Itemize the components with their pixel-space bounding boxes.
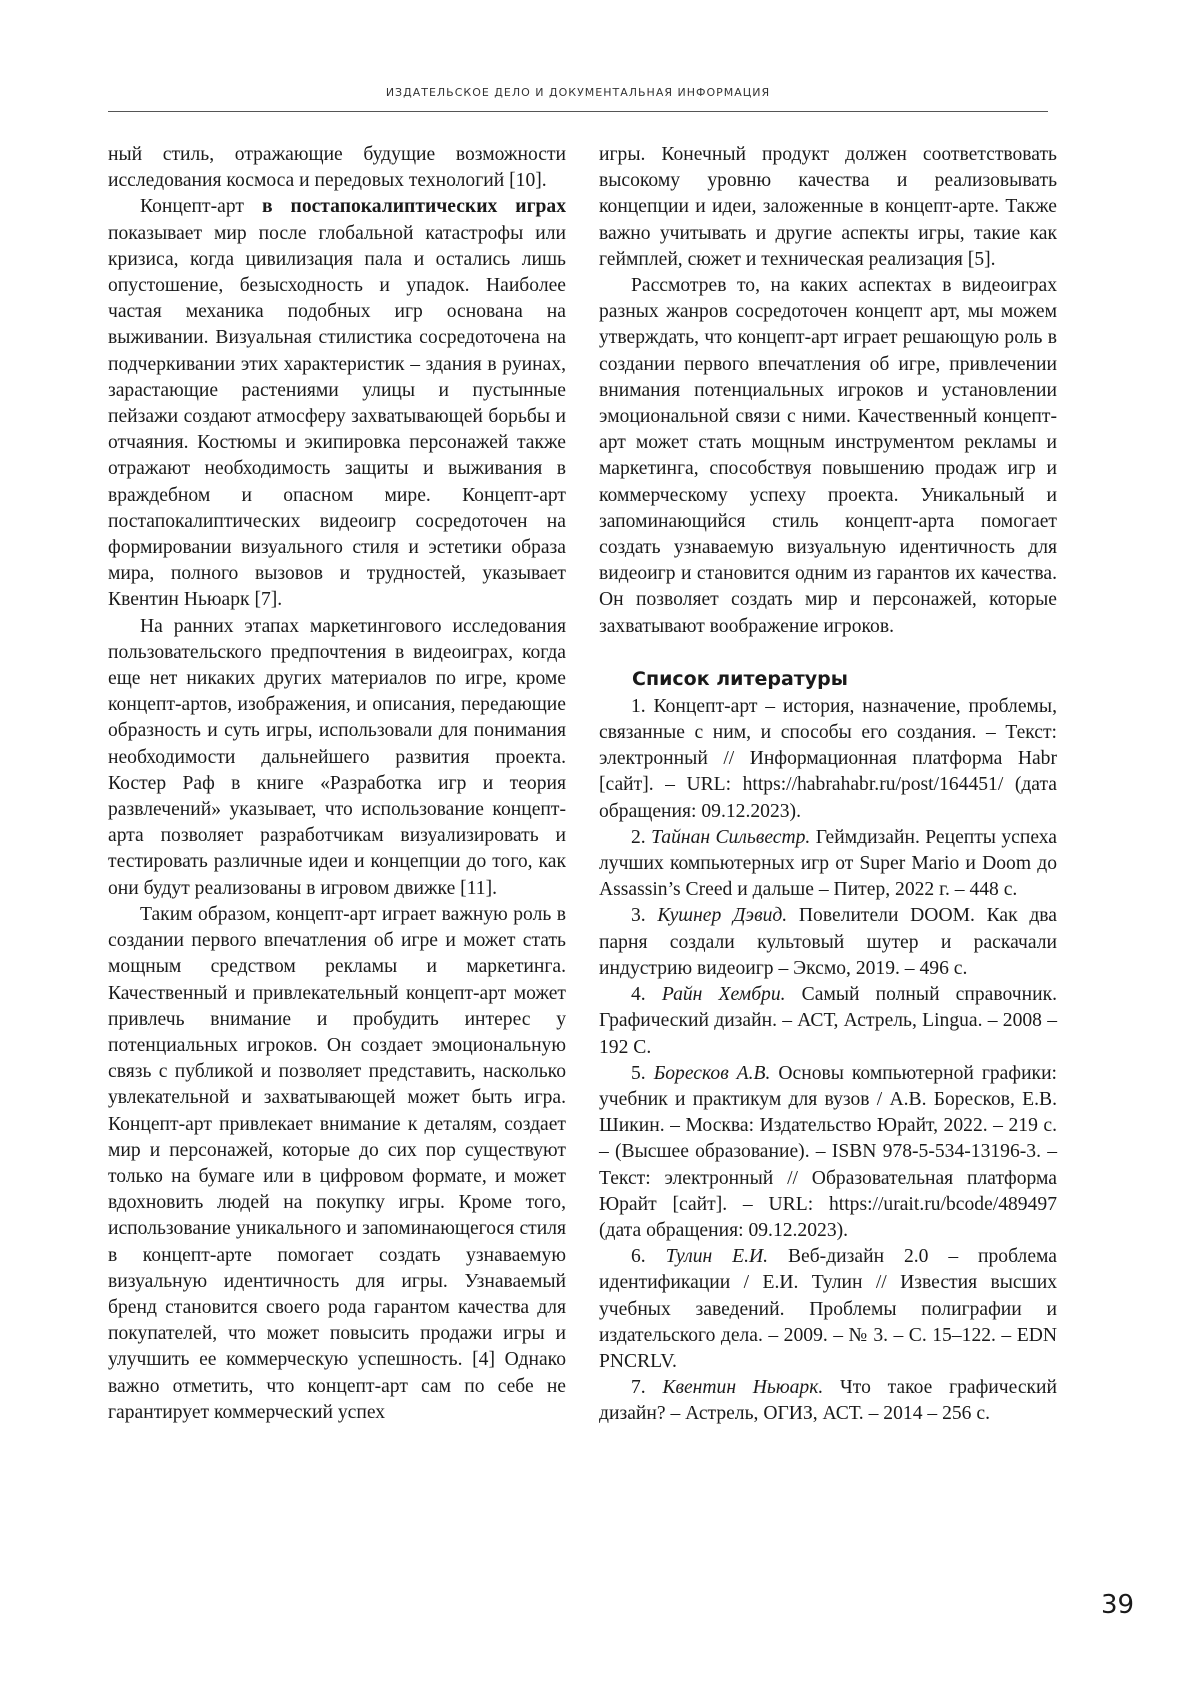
reference-item [599,1244,1057,1375]
ref-author: Квентин Ньюарк. [662,1377,824,1399]
ref-number: 6. [631,1246,646,1268]
ref-text: Геймдизайн. Рецепты успеха лучших компьютерных игр от Super Mario и Doom до Assassin’s Creed и дальше – Питер, 2022 г. – 448 с. [599,826,1058,901]
ref-author: Боресков А.В. [653,1062,771,1084]
references-heading: Список литературы [632,667,848,690]
bold-phrase: в постапокалиптических играх [261,196,566,218]
running-header: ИЗДАТЕЛЬСКОЕ ДЕЛО И ДОКУМЕНТАЛЬНАЯ ИНФОРМАЦИЯ [385,86,771,99]
reference-item [599,1061,1057,1244]
reference-item [599,982,1057,1061]
ref-number: 4. [631,984,646,1006]
paragraph: На ранних этапах маркетингового исследования пользовательского предпочтения в видеоиграх, когда еще нет никаких других материалов по игре, кроме концепт-артов, изображения, и описания, передающие образность и суть игры, использовали для понимания необходимости дальнейшего развития проекта. Костер Раф в книге «Разработка игр и теория развлечений» указывает, что использование концепт-арта позволяет разработчикам визуализировать и тестировать различные идеи и концепции до того, как они будут реализованы в игровом движке [11]. [108,615,566,899]
ref-number: 2. [631,826,646,848]
ref-author: Райн Хембри. [661,984,786,1006]
paragraph: Рассмотрев то, на каких аспектах в видеоиграх разных жанров сосредоточен концепт арт, мы можем утверждать, что концепт-арт играет решающую роль в создании первого впечатления об игре, привлечении внимания потенциальных игроков и установлении эмоциональной связи с ними. Качественный концепт-арт может стать мощным инструментом рекламы и маркетинга, способствуя повышению продаж игр и коммерческому успеху проекта. Уникальный и запоминающийся стиль концепт-арта помогает создать узнаваемую визуальную идентичность для видеоигр и становится одним из гарантов их качества. Он позволяет создать мир и персонажей, которые захватывают воображение игроков. [599,275,1057,637]
ref-text: Что такое графический дизайн? – Астрель, ОГИЗ, АСТ. – 2014 – 256 с. [599,1377,1058,1425]
paragraph: Таким образом, концепт-арт играет важную роль в создании первого впечатления об игре и может стать мощным средством рекламы и маркетинга. Качественный и привлекательный концепт-арт может привлечь внимание и пробудить интерес у потенциальных игроков. Он создает эмоциональную связь с публикой и позволяет представить, насколько увлекательной и захватывающей может быть игра. Концепт-арт привлекает внимание к деталям, создает мир и персонажей, которые до сих пор существуют только на бумаге или в цифровом формате, и может вдохновить людей на покупку игры. Кроме того, использование уникального и запоминающегося стиля в концепт-арте помогает создать узнаваемую визуальную идентичность для игры. Узнаваемый бренд становится своего рода гарантом качества для покупателей, что может повысить продажи игры и улучшить ее коммерческую успешность. [4] Однако важно отметить, что концепт-арт сам по себе не гарантирует коммерческий успех [108,903,566,1423]
paragraph-body: показывает мир после глобальной катастрофы или кризиса, когда цивилизация пала и остались лишь опустошение, безысходность и упадок. Наиболее частая механика подобных игр основана на выживании. Визуальная стилистика сосредоточена на подчеркивании этих характеристик – здания в руинах, зарастающие растениями улицы и пустынные пейзажи создают атмосферу захватывающей борьбы и отчаяния. Костюмы и экипировка персонажей также отражают необходимость защиты и выживания в враждебном и опасном мире. Концепт-арт постапокалиптических видеоигр сосредоточен на формировании визуального стиля и эстетики образа мира, полного вызовов и трудностей, указывает Квентин Ньюарк [7]. [108,222,566,611]
ref-author: Тулин Е.И. [665,1246,769,1268]
ref-number: 1. [631,695,646,717]
ref-number: 7. [631,1377,646,1399]
ref-number: 3. [631,905,646,927]
ref-text: Основы компьютерной графики: учебник и практикум для вузов / А.В. Боресков, Е.В. Шикин. – Москва: Издательство Юрайт, 2022. – 219 с. – (Высшее образование). – ISBN 978-5-534-13196-3. – Текст: электронный // Образовательная платформа Юрайт [сайт]. – URL: https://urait.ru/bcode/489497 (дата обращения: 09.12.2023). [599,1062,1058,1241]
reference-item [599,903,1057,982]
paragraph: игры. Конечный продукт должен соответствовать высокому уровню качества и реализовывать концепции и идеи, заложенные в концепт-арте. Также важно учитывать и другие аспекты игры, такие как геймплей, сюжет и техническая реализация [5]. [599,144,1057,270]
reference-item [599,825,1057,904]
ref-text: Концепт-арт – история, назначение, проблемы, связанные с ним, и способы его создания. – Текст: электронный // Информационная платформа Habr [сайт]. – URL: https://habrahabr.ru/post/164451/ (дата обращения: 09.12.2023). [599,695,1057,822]
paragraph: ный стиль, отражающие будущие возможности исследования космоса и передовых технологий [10]. [108,144,566,192]
left-column [108,142,566,1426]
reference-item [599,1375,1057,1427]
paragraph-lead: Концепт-арт [140,196,262,218]
page-number: 39 [1101,1590,1135,1620]
ref-author: Тайнан Сильвестр. [651,826,811,848]
right-column [599,142,1057,1428]
ref-author: Кушнер Дэвид. [657,905,788,927]
ref-text: Веб-дизайн 2.0 – проблема идентификации / Е.И. Тулин // Известия высших учебных заведений. Проблемы полиграфии и издательского дела. – 2009. – № 3. – С. 15–122. – EDN PNCRLV. [599,1246,1057,1372]
ref-text: Повелители DOOM. Как два парня создали культовый шутер и раскачали индустрию видеоигр – Эксмо, 2019. – 496 с. [599,905,1057,979]
ref-text: Самый полный справочник. Графический дизайн. – АСТ, Астрель, Lingua. – 2008 – 192 С. [599,984,1058,1058]
ref-number: 5. [631,1062,646,1084]
header-rule [108,111,1048,112]
paragraph [108,194,566,613]
reference-item [599,694,1057,825]
